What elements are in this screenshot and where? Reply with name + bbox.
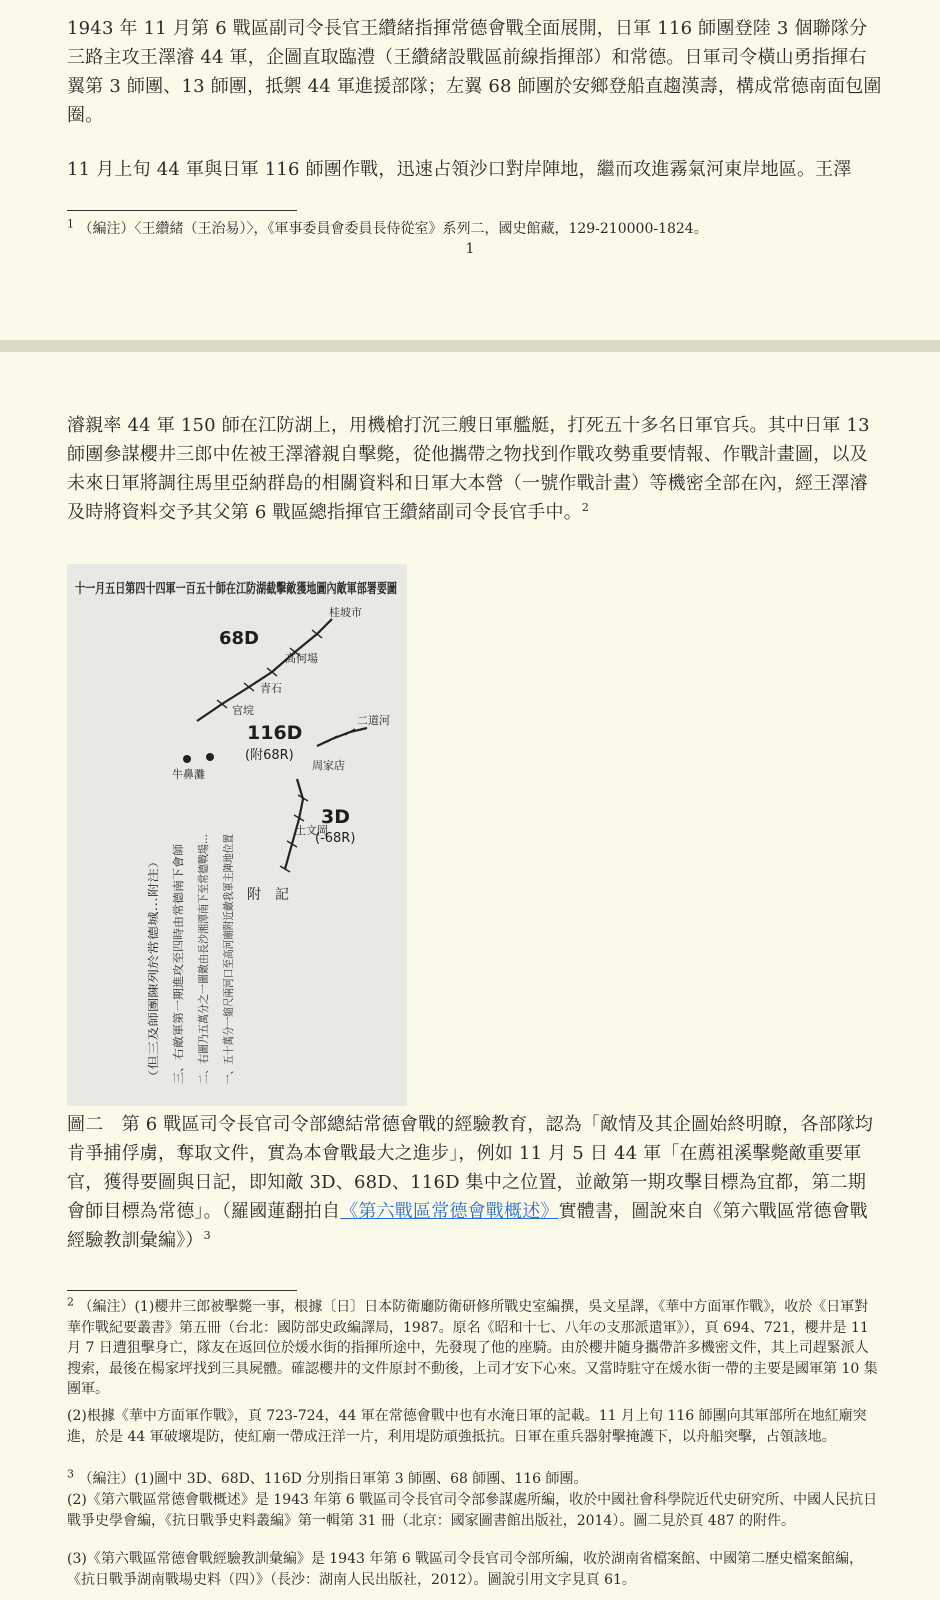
- handwritten-notes: [146, 798, 235, 1084]
- footnote-ref: 2: [581, 501, 590, 514]
- footnote: [67, 1297, 882, 1400]
- footnote-text: （編注）〈王纘緒（王治易）〉，《軍事委員會委員長侍從室》系列二，國史館藏，129-210000-1824。: [78, 221, 708, 237]
- town-markers: [183, 753, 214, 763]
- place-name: 二道河: [357, 714, 390, 727]
- unit-label-3d: 3D: [321, 806, 350, 828]
- place-name: 桂坡市: [329, 606, 362, 619]
- body-paragraph: 11 月上旬 44 軍與日軍 116 師團作戰，迅速占領沙口對岸陣地，繼而攻進霧氣河東岸地區。王澤: [67, 159, 852, 180]
- body-paragraph: [67, 411, 882, 527]
- place-names: [172, 605, 390, 837]
- note-line: 三、右敵軍第一期進攻至四時由常德南下會師: [172, 864, 185, 1084]
- footnote-ref: 3: [203, 1229, 211, 1242]
- page-number: 1: [465, 241, 475, 257]
- footnote-text: （編注）(1)圖中 3D、68D、116D 分別指日軍第 3 師團、68 師團、116 師團。: [78, 1471, 588, 1487]
- scanned-map-figure: [67, 564, 507, 1106]
- appendix-heading: 附 記: [247, 887, 289, 903]
- footnote-number: 1: [67, 217, 74, 231]
- page-separator: [0, 340, 940, 352]
- unit-sublabel-116d: (附68R): [245, 748, 294, 763]
- note-line: 二、右圖乃五萬分之一圖敵由長沙湘潭南下至常德戰場…: [197, 809, 210, 1084]
- place-name: 牛鼻灘: [172, 768, 205, 781]
- footnote-number: 2: [67, 1295, 74, 1309]
- footnote: [67, 1469, 882, 1490]
- figure-caption: [67, 1110, 882, 1255]
- note-line: 一、五十萬分一縮尺兩河口至高河廟附近敵我軍主陣地位置: [222, 798, 235, 1084]
- place-name: 官垸: [232, 704, 254, 717]
- footnote-continuation: (2)《第六戰區常德會戰概述》是 1943 年第 6 戰區司令長官司令部參謀處所編，收於中國社會科學院近代史研究所、中國人民抗日戰爭史學會編，《抗日戰爭史料叢編》第一輯第 31 冊（北京：國家圖書館出版社，2014）。圖二見於頁 487 的附件。: [67, 1492, 878, 1529]
- unit-label-68d: 68D: [219, 628, 259, 649]
- footnote-divider: [67, 1290, 297, 1291]
- place-name: 青石: [260, 682, 282, 695]
- front-line-116d: [317, 728, 367, 746]
- footnote-text: （編注）(1)櫻井三郎被擊斃一事，根據〔日〕日本防衛廳防衛研修所戰史室編撰，吳文星譯，《華中方面軍作戰》，收於《日軍對華作戰紀要叢書》第五冊（台北：國防部史政編譯局，1987。原名《昭和十七、八年の支那派遣軍》），頁 694、721，櫻井是 11 月 7 日遭狙擊身亡，隊友在返回位於煖水街的指揮所途中，先發現了他的座騎。由於櫻井隨身攜帶許多機密文件，其上司趕緊派人搜索，最後在楊家坪找到三具屍體。確認櫻井的文件原封不動後，上司才安下心來。又當時駐守在煖水街一帶的主要是國軍第 10 集團軍。: [67, 1299, 878, 1397]
- footnote: [67, 219, 882, 240]
- footnote-divider: [67, 210, 297, 211]
- note-line: （但三及師團陳列於常德城…附注）: [147, 908, 160, 1084]
- place-name: 高何場: [285, 652, 318, 665]
- footnote-continuation: (2)根據《華中方面軍作戰》，頁 723-724，44 軍在常德會戰中也有水淹日軍的記載。11 月上旬 116 師團向其軍部所在地紅廟突進，於是 44 軍破壞堤防，使紅廟一帶成汪洋一片，利用堤防頑強抵抗。日軍在重兵器射擊掩護下，以舟船突擊，占領該地。: [67, 1408, 867, 1445]
- document-page-1: [0, 0, 940, 340]
- unit-label-116d: 116D: [247, 722, 303, 744]
- place-name: 土文岡: [295, 824, 328, 837]
- place-name: 周家店: [312, 759, 345, 772]
- body-text: 濬親率 44 軍 150 師在江防湖上，用機槍打沉三艘日軍艦艇，打死五十多名日軍官兵。其中日軍 13 師團參謀櫻井三郎中佐被王澤濬親自擊斃，從他攜帶之物找到作戰攻勢重要情報、作戰計畫圖，以及未來日軍將調往馬里亞納群島的相關資料和日軍大本營（一號作戰計畫）等機密全部在內，經王澤濬及時將資料交予其父第 6 戰區總指揮官王纘緒副司令長官手中。: [67, 415, 870, 523]
- footnote-continuation: (3)《第六戰區常德會戰經驗教訓彙編》是 1943 年第 6 戰區司令長官司令部所編，收於湖南省檔案館、中國第二歷史檔案館編，《抗日戰爭湖南戰場史料（四）》（長沙：湖南人民出版社，2012）。圖說引用文字見頁 61。: [67, 1551, 864, 1588]
- front-line-68d: [197, 619, 332, 721]
- caption-link[interactable]: 《第六戰區常德會戰概述》: [340, 1201, 559, 1222]
- footnote-number: 3: [67, 1467, 74, 1481]
- map-title: 十一月五日第四十四軍一百五十師在江防湖截擊敵獲地圖內敵軍部署要圖: [75, 581, 507, 597]
- caption-text: 圖二 第 6 戰區司令長官司令部總結常德會戰的經驗教育，認為「敵情及其企圖始終明瞭，各部隊均肯爭捕俘虜，奪取文件，實為本會戰最大之進步」，例如 11 月 5 日 44 軍「在薦祖溪擊斃敵重要軍官，獲得要圖與日記，即知敵 3D、68D、116D 集中之位置，並敵第一期攻擊目標為宜都，第二期會師目標為常德」。（羅國蓮翻拍自: [67, 1114, 874, 1222]
- unit-sublabel-3d: (-68R): [315, 831, 356, 846]
- caption-text: 實體書，圖說來自《第六戰區常德會戰經驗教訓彙編》）: [67, 1201, 869, 1251]
- body-paragraph: 1943 年 11 月第 6 戰區副司令長官王纘緒指揮常德會戰全面展開，日軍 116 師團登陸 3 個聯隊分三路主攻王澤濬 44 軍，企圖直取臨澧（王纘緒設戰區前線指揮部）和常德。日軍司令橫山勇指揮右翼第 3 師團、13 師團，抵禦 44 軍進援部隊；左翼 68 師團於安鄉登船直趨漢壽，構成常德南面包圍圈。: [67, 18, 882, 126]
- document-page-2: [0, 352, 940, 1600]
